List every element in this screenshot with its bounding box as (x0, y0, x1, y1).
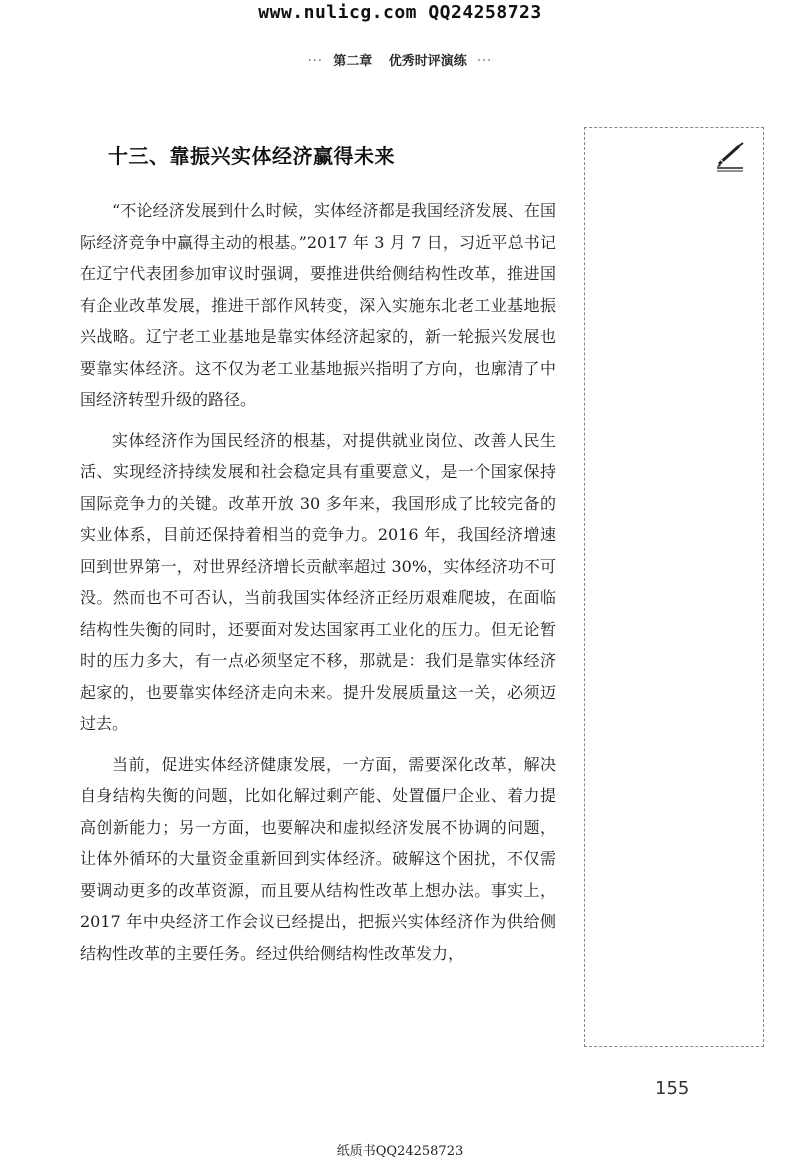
header-right-dots: ··· (476, 54, 493, 69)
chapter-header (0, 50, 800, 69)
chapter-label: 第二章 (333, 54, 373, 69)
watermark-top: www.nulicg.com QQ24258723 (258, 2, 542, 23)
article-body (80, 195, 556, 978)
paragraph-1: “不论经济发展到什么时候，实体经济都是我国经济发展、在国际经济竞争中赢得主动的根基。”2017 年 3 月 7 日，习近平总书记在辽宁代表团参加审议时强调，要推进供给侧结构性改革，推进国有企业改革发展，推进干部作风转变，深入实施东北老工业基地振兴战略。辽宁老工业基地是靠实体经济起家的，新一轮振兴发展也要靠实体经济。这不仅为老工业基地振兴指明了方向，也廓清了中国经济转型升级的路径。 (80, 201, 556, 409)
notes-box (584, 127, 764, 1047)
paragraph-3: 当前，促进实体经济健康发展，一方面，需要深化改革，解决自身结构失衡的问题，比如化解过剩产能、处置僵尸企业、着力提高创新能力；另一方面，也要解决和虚拟经济发展不协调的问题，让体外循环的大量资金重新回到实体经济。破解这个困扰，不仅需要调动更多的改革资源，而且要从结构性改革上想办法。事实上，2017 年中央经济工作会议已经提出，把振兴实体经济作为供给侧结构性改革的主要任务。经过供给侧结构性改革发力， (80, 754, 556, 963)
page-number: 155 (655, 1078, 690, 1099)
pen-icon (713, 140, 749, 172)
chapter-title: 优秀时评演练 (388, 54, 467, 69)
header-left-dots: ··· (307, 54, 324, 69)
section-title: 十三、靠振兴实体经济赢得未来 (108, 144, 395, 168)
paragraph-2: 实体经济作为国民经济的根基，对提供就业岗位、改善人民生活、实现经济持续发展和社会稳定具有重要意义，是一个国家保持国际竞争力的关键。改革开放 30 多年来，我国形成了比较完备的实业体系，目前还保持着相当的竞争力。2016 年，我国经济增速回到世界第一，对世界经济增长贡献率超过 30%，实体经济功不可没。然而也不可否认，当前我国实体经济正经历艰难爬坡，在面临结构性失衡的同时，还要面对发达国家再工业化的压力。但无论暂时的压力多大，有一点必须坚定不移，那就是：我们是靠实体经济起家的，也要靠实体经济走向未来。提升发展质量这一关，必须迈过去。 (80, 430, 556, 733)
watermark-bottom: 纸质书QQ24258723 (336, 1144, 464, 1159)
